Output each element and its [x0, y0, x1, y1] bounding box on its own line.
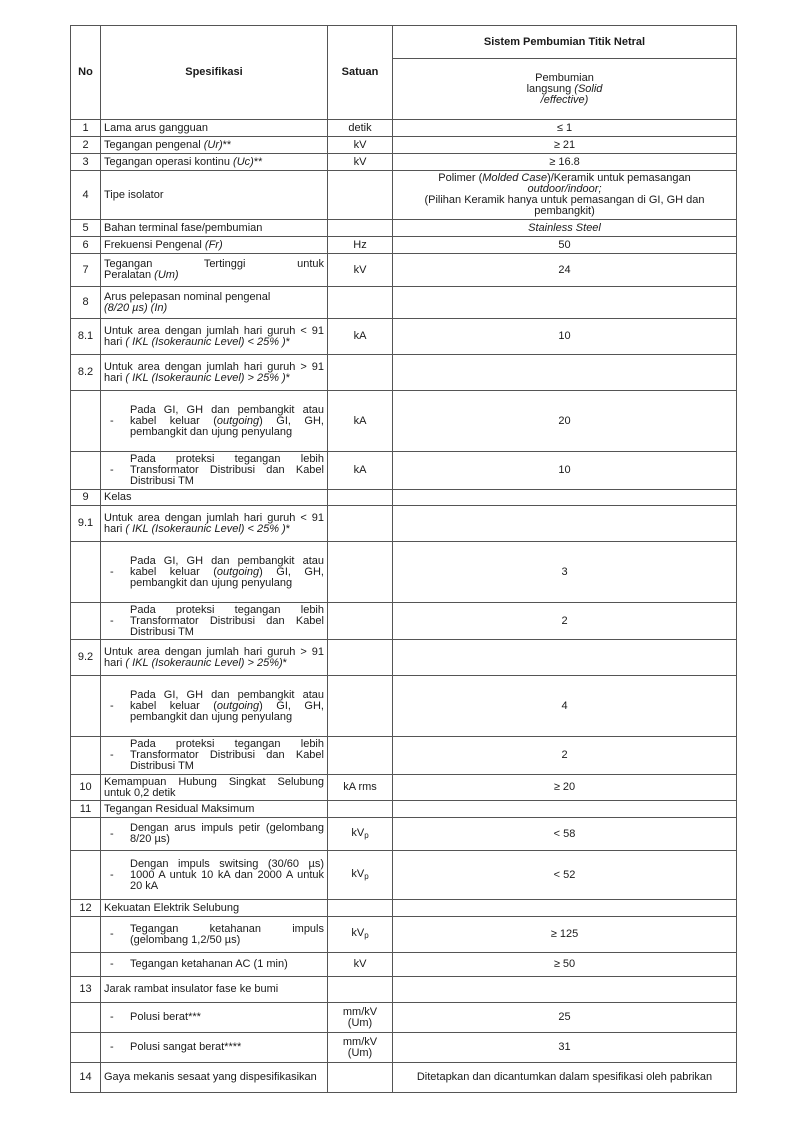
header-system: Sistem Pembumian Titik Netral — [393, 26, 737, 59]
row-value: 24 — [393, 254, 737, 287]
row-no: 13 — [71, 977, 101, 1003]
row-spec-a: Untuk area dengan jumlah hari guruh > 91 hari — [104, 645, 324, 669]
row-spec-b: ** — [253, 155, 263, 168]
row-unit: detik — [328, 120, 393, 137]
row-no: 9 — [71, 490, 101, 506]
sub-item — [104, 1012, 324, 1023]
dash-marker: - — [110, 414, 114, 427]
row-unit-main: kV — [351, 826, 365, 839]
row-unit — [328, 977, 393, 1003]
row-unit: kA rms — [328, 775, 393, 801]
row-value: ≥ 50 — [393, 953, 737, 977]
row-no — [71, 603, 101, 640]
table-row — [71, 818, 737, 851]
row-unit-sub: p — [364, 830, 369, 840]
row-value: 10 — [393, 319, 737, 355]
row-spec-i: ( IKL (Isokeraunic Level) < 25% ) — [125, 335, 286, 348]
row-spec: Tegangan Residual Maksimum — [101, 801, 328, 818]
row-no: 6 — [71, 237, 101, 254]
row-spec — [101, 640, 328, 676]
row-no: 8.2 — [71, 355, 101, 391]
row-unit — [328, 640, 393, 676]
header-system-sub-2: langsung — [526, 82, 575, 95]
table-row — [71, 1033, 737, 1063]
table-row — [71, 801, 737, 818]
table-row — [71, 452, 737, 490]
row-value: 2 — [393, 737, 737, 775]
sub-item — [104, 690, 324, 723]
row-unit — [328, 355, 393, 391]
row-spec — [101, 154, 328, 171]
header-system-sub-4: /effective) — [540, 93, 589, 106]
row-spec — [101, 452, 328, 490]
row-spec — [101, 542, 328, 603]
row-spec-i: ( IKL (Isokeraunic Level) > 25% ) — [125, 371, 286, 384]
row-value: ≥ 20 — [393, 775, 737, 801]
row-spec — [101, 506, 328, 542]
table-row — [71, 977, 737, 1003]
row-unit — [328, 851, 393, 900]
row-no: 1 — [71, 120, 101, 137]
row-spec — [101, 319, 328, 355]
row-spec-i: outgoing — [216, 565, 260, 578]
sub-item — [104, 605, 324, 638]
sub-text — [130, 405, 324, 438]
row-spec — [101, 737, 328, 775]
table-row — [71, 237, 737, 254]
row-spec-b: * — [282, 656, 287, 669]
row-unit: kV — [328, 953, 393, 977]
row-unit — [328, 506, 393, 542]
row-spec: Kekuatan Elektrik Selubung — [101, 900, 328, 917]
row-spec-i: (Uc) — [233, 155, 254, 168]
table-row — [71, 603, 737, 640]
row-spec-b: ** — [222, 138, 232, 151]
table-row — [71, 391, 737, 452]
row-spec-a: Peralatan — [104, 269, 155, 281]
row-unit-sub: p — [364, 931, 369, 940]
table-row — [71, 640, 737, 676]
row-unit: kV — [328, 154, 393, 171]
row-value — [393, 506, 737, 542]
row-value — [393, 490, 737, 506]
row-no: 2 — [71, 137, 101, 154]
row-no — [71, 818, 101, 851]
row-no — [71, 953, 101, 977]
table-row — [71, 287, 737, 319]
table-row — [71, 542, 737, 603]
sub-item — [104, 859, 324, 892]
header-no: No — [71, 26, 101, 120]
row-spec: Bahan terminal fase/pembumian — [101, 220, 328, 237]
table-row — [71, 154, 737, 171]
row-value-i2: outdoor/indoor; — [527, 183, 602, 195]
row-unit — [328, 818, 393, 851]
row-spec: Kemampuan Hubung Singkat Selubung untuk 0,2 detik — [101, 775, 328, 801]
row-no: 11 — [71, 801, 101, 818]
row-unit-sub: p — [364, 871, 369, 881]
row-spec-b: * — [285, 335, 290, 348]
table-row — [71, 355, 737, 391]
sub-item — [104, 405, 324, 438]
row-unit: Hz — [328, 237, 393, 254]
row-unit — [328, 171, 393, 220]
row-spec-l1: Tegangan Tertinggi untuk — [104, 258, 324, 270]
row-no: 3 — [71, 154, 101, 171]
row-spec-i: outgoing — [216, 414, 260, 427]
row-spec — [101, 391, 328, 452]
row-spec — [101, 953, 328, 977]
row-spec — [101, 287, 328, 319]
row-value: 31 — [393, 1033, 737, 1063]
table-row — [71, 737, 737, 775]
row-unit-l1: mm/kV — [342, 1035, 378, 1048]
row-value: ≥ 21 — [393, 137, 737, 154]
row-spec-b: ) GI, GH, pembangkit dan ujung penyulang — [130, 699, 324, 723]
row-unit — [328, 603, 393, 640]
sub-text: Pada proteksi tegangan lebih Transformator Distribusi dan Kabel Distribusi TM — [130, 738, 324, 772]
row-spec-i: ( IKL (Isokeraunic Level) < 25% ) — [125, 522, 286, 535]
row-unit — [328, 676, 393, 737]
row-spec-a: Untuk area dengan jumlah hari guruh < 91 hari — [104, 511, 324, 535]
table-row — [71, 676, 737, 737]
row-spec-a: Pada GI, GH dan pembangkit atau kabel keluar ( — [130, 554, 324, 578]
dash-marker: - — [110, 958, 114, 970]
row-unit-main: kV — [351, 927, 365, 939]
row-value — [393, 640, 737, 676]
table-row — [71, 220, 737, 237]
sub-item — [104, 1042, 324, 1053]
sub-text: Pada proteksi tegangan lebih Transformator Distribusi dan Kabel Distribusi TM — [130, 603, 324, 638]
table-row — [71, 137, 737, 154]
row-spec: Tipe isolator — [101, 171, 328, 220]
row-spec-b: * — [285, 522, 290, 535]
row-spec — [101, 603, 328, 640]
row-unit — [328, 542, 393, 603]
row-unit-l1: mm/kV — [342, 1005, 378, 1018]
dash-marker: - — [110, 827, 114, 840]
row-no: 7 — [71, 254, 101, 287]
table-row — [71, 851, 737, 900]
row-no — [71, 1003, 101, 1033]
row-no — [71, 676, 101, 737]
sub-text — [130, 556, 324, 589]
row-value — [393, 287, 737, 319]
row-no — [71, 542, 101, 603]
row-spec-l1: Arus pelepasan nominal pengenal — [104, 290, 271, 303]
row-value — [393, 171, 737, 220]
row-spec: Jarak rambat insulator fase ke bumi — [101, 977, 328, 1003]
row-unit — [328, 737, 393, 775]
dash-marker: - — [110, 565, 114, 578]
row-no — [71, 737, 101, 775]
row-spec-a: Tegangan pengenal — [104, 138, 204, 151]
row-spec-a: Pada GI, GH dan pembangkit atau kabel keluar ( — [130, 403, 324, 427]
dash-marker: - — [110, 1011, 114, 1023]
row-spec — [101, 355, 328, 391]
dash-marker: - — [110, 614, 114, 627]
row-no: 8 — [71, 287, 101, 319]
sub-item — [104, 959, 324, 970]
row-unit — [328, 1063, 393, 1093]
table-row — [71, 775, 737, 801]
table-row — [71, 1003, 737, 1033]
row-value: ≤ 1 — [393, 120, 737, 137]
sub-text: Dengan impuls switsing (30/60 µs) 1000 A untuk 10 kA dan 2000 A untuk 20 kA — [130, 857, 324, 892]
row-no — [71, 1033, 101, 1063]
row-spec-a: Frekuensi Pengenal — [104, 238, 205, 251]
row-spec-i: ( IKL (Isokeraunic Level) > 25%) — [125, 656, 283, 669]
row-value-a: Polimer ( — [438, 172, 483, 184]
row-unit — [328, 1003, 393, 1033]
row-value-b: )/Keramik untuk pemasangan — [547, 172, 691, 184]
row-unit: kA — [328, 452, 393, 490]
table-row — [71, 1063, 737, 1093]
row-spec-a: Pada GI, GH dan pembangkit atau kabel keluar ( — [130, 688, 324, 712]
table-row — [71, 900, 737, 917]
row-unit: kA — [328, 319, 393, 355]
row-value: < 52 — [393, 851, 737, 900]
row-spec: Lama arus gangguan — [101, 120, 328, 137]
row-unit — [328, 287, 393, 319]
row-no — [71, 851, 101, 900]
row-value — [393, 900, 737, 917]
row-value — [393, 801, 737, 818]
sub-text: Pada proteksi tegangan lebih Transformator Distribusi dan Kabel Distribusi TM — [130, 453, 324, 487]
row-value: 20 — [393, 391, 737, 452]
dash-marker: - — [110, 749, 114, 761]
row-no: 4 — [71, 171, 101, 220]
row-spec-i: (Fr) — [204, 238, 223, 251]
row-spec-b: ) GI, GH, pembangkit dan ujung penyulang — [130, 414, 324, 438]
dash-marker: - — [110, 1041, 114, 1053]
sub-item — [104, 823, 324, 845]
sub-text: Polusi sangat berat**** — [130, 1041, 242, 1053]
row-spec — [101, 818, 328, 851]
dash-marker: - — [110, 868, 114, 881]
row-value-italic: Stainless Steel — [528, 221, 601, 234]
row-spec: Kelas — [101, 490, 328, 506]
row-spec — [101, 1033, 328, 1063]
row-value: ≥ 125 — [393, 917, 737, 953]
row-unit — [328, 490, 393, 506]
row-spec-i: outgoing — [216, 699, 260, 712]
sub-text: Tegangan ketahanan impuls (gelombang 1,2/50 µs) — [130, 922, 324, 946]
row-spec: Gaya mekanis sesaat yang dispesifikasikan — [101, 1063, 328, 1093]
row-no — [71, 917, 101, 953]
row-spec — [101, 254, 328, 287]
header-unit: Satuan — [328, 26, 393, 120]
row-no: 8.1 — [71, 319, 101, 355]
row-spec — [101, 851, 328, 900]
dash-marker: - — [110, 699, 114, 712]
sub-item — [104, 556, 324, 589]
table-row — [71, 917, 737, 953]
header-system-sub — [393, 59, 737, 120]
table-row — [71, 319, 737, 355]
row-unit-l2: (Um) — [347, 1046, 373, 1059]
spec-table — [70, 25, 737, 1093]
row-spec-i: (8/20 µs) (In) — [104, 301, 168, 314]
row-value: Ditetapkan dan dicantumkan dalam spesifikasi oleh pabrikan — [393, 1063, 737, 1093]
row-no: 14 — [71, 1063, 101, 1093]
row-value — [393, 355, 737, 391]
header-row — [71, 26, 737, 59]
row-spec — [101, 1003, 328, 1033]
row-value-i1: Molded Case — [482, 172, 548, 184]
row-no: 10 — [71, 775, 101, 801]
sub-text: Polusi berat*** — [130, 1011, 201, 1023]
row-value: 10 — [393, 452, 737, 490]
row-value: 4 — [393, 676, 737, 737]
header-system-sub-1: Pembumian — [535, 71, 594, 84]
row-no: 12 — [71, 900, 101, 917]
row-spec-a: Untuk area dengan jumlah hari guruh < 91 hari — [104, 324, 324, 348]
row-spec-b: ) GI, GH, pembangkit dan ujung penyulang — [130, 565, 324, 589]
row-spec-i: (Um) — [154, 269, 179, 281]
row-spec — [101, 137, 328, 154]
sub-item — [104, 739, 324, 772]
table-row — [71, 254, 737, 287]
row-spec — [101, 676, 328, 737]
sub-text: Dengan arus impuls petir (gelombang 8/20 µs) — [130, 822, 324, 845]
row-unit — [328, 900, 393, 917]
sub-text — [130, 690, 324, 723]
row-unit-l2: (Um) — [347, 1016, 373, 1029]
row-value: < 58 — [393, 818, 737, 851]
row-value: 25 — [393, 1003, 737, 1033]
row-unit: kV — [328, 137, 393, 154]
row-unit: kV — [328, 254, 393, 287]
row-unit — [328, 220, 393, 237]
row-spec-a: Tegangan operasi kontinu — [104, 155, 234, 168]
row-unit — [328, 801, 393, 818]
sub-text: Tegangan ketahanan AC (1 min) — [130, 958, 288, 970]
row-spec-a: Untuk area dengan jumlah hari guruh > 91 hari — [104, 360, 324, 384]
row-no: 9.2 — [71, 640, 101, 676]
row-spec — [101, 237, 328, 254]
row-unit — [328, 917, 393, 953]
row-value: 2 — [393, 603, 737, 640]
row-no: 5 — [71, 220, 101, 237]
sub-item — [104, 454, 324, 487]
table-row — [71, 490, 737, 506]
row-value — [393, 220, 737, 237]
row-spec — [101, 917, 328, 953]
table-row — [71, 953, 737, 977]
table-row — [71, 120, 737, 137]
row-unit — [328, 1033, 393, 1063]
row-value — [393, 977, 737, 1003]
header-spec: Spesifikasi — [101, 26, 328, 120]
row-value: 50 — [393, 237, 737, 254]
row-no — [71, 452, 101, 490]
dash-marker: - — [110, 928, 114, 940]
header-system-sub-3: (Solid — [574, 82, 603, 95]
row-spec-b: * — [285, 371, 290, 384]
table-row — [71, 171, 737, 220]
row-spec-i: (Ur) — [203, 138, 223, 151]
sub-item — [104, 924, 324, 946]
row-no — [71, 391, 101, 452]
row-unit: kA — [328, 391, 393, 452]
row-no: 9.1 — [71, 506, 101, 542]
row-value: 3 — [393, 542, 737, 603]
table-row — [71, 506, 737, 542]
row-value: ≥ 16.8 — [393, 154, 737, 171]
row-unit-main: kV — [351, 867, 365, 880]
dash-marker: - — [110, 464, 114, 476]
row-value-c: (Pilihan Keramik hanya untuk pemasangan di GI, GH dan pembangkit) — [424, 194, 705, 217]
